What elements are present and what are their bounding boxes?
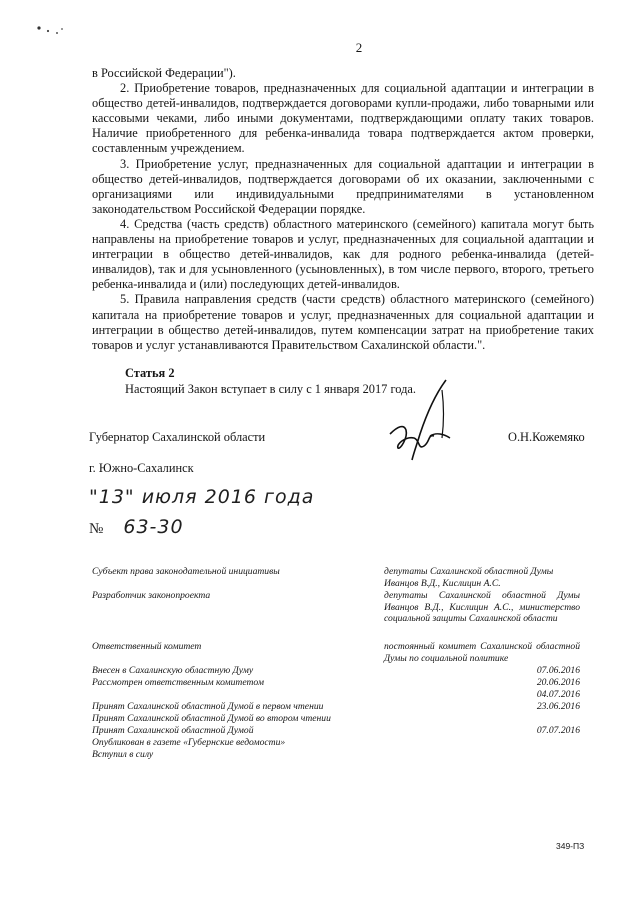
meta-label-in-force: Вступил в силу — [92, 749, 154, 760]
meta-label-initiative: Субъект права законодательной инициативы — [92, 566, 280, 577]
meta-label-developer: Разработчик законопроекта — [92, 590, 211, 601]
handwritten-date: "13" июля 2016 года — [89, 486, 315, 508]
meta-label-submitted: Внесен в Сахалинскую областную Думу — [92, 665, 254, 676]
number-sign: № — [89, 521, 105, 537]
page-number: 2 — [355, 40, 363, 55]
paragraph-2: 2. Приобретение товаров, предназначенных для социальной адаптации и интеграции в общество детей-инвалидов, подтверждается договорами купли-продажи, либо товарными или кассовыми чеками, либо иными документами, подтверждающими оплату таких товаров. Наличие приобретенного для ребенка-инвалида товара подтверждается актом проверки, составленным учреждением. — [92, 81, 594, 156]
meta-label-published: Опубликован в газете «Губернские ведомости» — [92, 737, 286, 748]
paragraph-4: 4. Средства (часть средств) областного материнского (семейного) капитала могут быть направлены на приобретение товаров и услуг, предназначенных для социальной адаптации и интеграции в общество детей-инвалидов, как для родного ребенка-инвалида (детей-инвалидов), так и для усыновленного (усыновленных), в том числе первого, второго, третьего ребенка-инвалида и (или) последующих детей-инвалидов. — [92, 216, 594, 292]
paragraph-3: 3. Приобретение услуг, предназначенных для социальной адаптации и интеграции в общество детей-инвалидов, подтверждается договорами об их оказании, заключенными с организациями или индивидуальными предпринимателями в установленном законодательством Российской Федерации порядке. — [92, 156, 594, 216]
meta-label-adopted: Принят Сахалинской областной Думой — [92, 725, 254, 736]
governor-name: О.Н.Кожемяко — [508, 430, 585, 444]
paragraph-5: 5. Правила направления средств (части средств) областного материнского (семейного) капитала на приобретение товаров и услуг, предназначенных для социальной адаптации и интеграции в общество детей-инвалидов, путем компенсации затрат на приобретение таких товаров и услуг устанавливаются Правительством Сахалинской области.". — [92, 292, 594, 352]
meta-date-submitted: 07.06.2016 — [536, 665, 580, 676]
article-2 — [125, 366, 595, 397]
meta-date-reviewed: 20.06.2016 — [536, 677, 580, 688]
meta-value-developer: депутаты Сахалинской областной Думы Иванцов В.Д., Кислицин А.С., министерство социальной защиты Сахалинской области — [384, 590, 580, 625]
meta-date-adopted: 07.07.2016 — [536, 725, 580, 736]
meta-label-second-reading: Принят Сахалинской областной Думой во втором чтении — [92, 713, 331, 724]
paragraph-continuation: в Российской Федерации"). — [92, 66, 236, 80]
meta-date-reviewed-second: 04.07.2016 — [536, 689, 580, 700]
article-text: Настоящий Закон вступает в силу с 1 января 2017 года. — [125, 381, 416, 396]
handwritten-law-number: 63-30 — [123, 516, 184, 538]
meta-date-first-reading: 23.06.2016 — [536, 701, 580, 712]
scan-specks — [36, 24, 76, 38]
law-number — [89, 516, 184, 538]
meta-value-committee: постоянный комитет Сахалинской областной Думы по социальной политике — [384, 641, 580, 664]
law-body-text — [92, 66, 594, 353]
article-heading: Статья 2 — [125, 366, 175, 380]
meta-value-initiative: депутаты Сахалинской областной Думы Иванцов В.Д., Кислицин А.С. — [384, 566, 554, 589]
city-name: г. Южно-Сахалинск — [89, 461, 194, 475]
meta-label-reviewed: Рассмотрен ответственным комитетом — [92, 677, 264, 688]
handwritten-signature — [384, 376, 464, 464]
meta-label-committee: Ответственный комитет — [92, 641, 202, 652]
meta-label-first-reading: Принят Сахалинской областной Думой в первом чтении — [92, 701, 324, 712]
document-code: 349-ПЗ — [556, 841, 585, 851]
governor-title: Губернатор Сахалинской области — [89, 430, 266, 444]
